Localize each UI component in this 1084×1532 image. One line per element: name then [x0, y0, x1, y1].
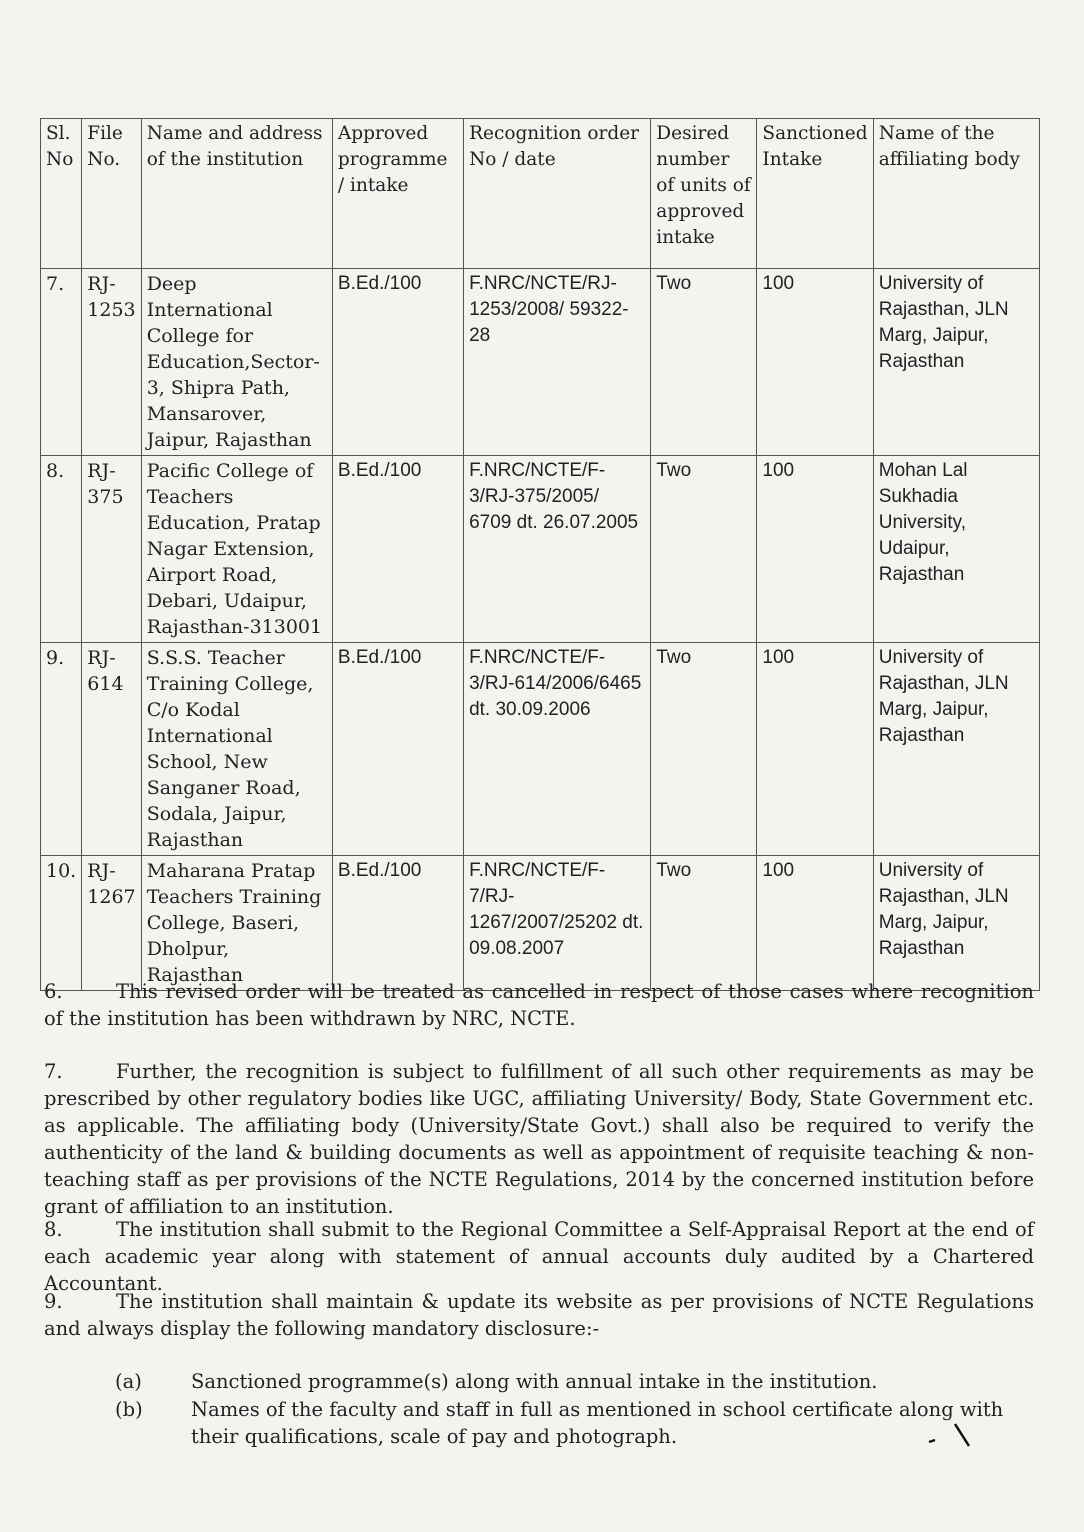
cell-units: Two	[651, 643, 757, 856]
cell-sanctioned: 100	[757, 856, 873, 991]
table-row	[41, 643, 1040, 856]
header-affiliating-body: Name of the affiliating body	[873, 119, 1039, 269]
cell-affiliating-body: University of Rajasthan, JLN Marg, Jaipur, Rajasthan	[873, 856, 1039, 991]
paragraph-text: The institution shall submit to the Regional Committee a Self-Appraisal Report at the end of each academic year along with statement of annual accounts duly audited by a Chartered Accountant.	[44, 1218, 1034, 1295]
table-row	[41, 856, 1040, 991]
header-institution: Name and address of the institution	[141, 119, 332, 269]
header-programme: Approved programme / intake	[332, 119, 463, 269]
item-text: Sanctioned programme(s) along with annual intake in the institution.	[191, 1370, 878, 1393]
cell-order: F.NRC/NCTE/F-7/RJ-1267/2007/25202 dt. 09.08.2007	[464, 856, 651, 991]
cell-institution: S.S.S. Teacher Training College, C/o Kodal International School, New Sanganer Road, Sodala, Jaipur, Rajasthan	[141, 643, 332, 856]
item-text: Names of the faculty and staff in full as mentioned in school certificate along with their qualifications, scale of pay and photograph.	[191, 1398, 1004, 1448]
paragraph-number: 6.	[44, 980, 63, 1003]
cell-sl: 8.	[41, 456, 82, 643]
cell-order: F.NRC/NCTE/F-3/RJ-614/2006/6465 dt. 30.09.2006	[464, 643, 651, 856]
table-row	[41, 456, 1040, 643]
disclosure-item-a	[115, 1368, 1035, 1395]
paragraph-number: 8.	[44, 1218, 63, 1241]
cell-affiliating-body: University of Rajasthan, JLN Marg, Jaipur, Rajasthan	[873, 643, 1039, 856]
cell-affiliating-body: Mohan Lal Sukhadia University, Udaipur, Rajasthan	[873, 456, 1039, 643]
cell-sl: 10.	[41, 856, 82, 991]
cell-units: Two	[651, 856, 757, 991]
recognition-table	[40, 118, 1040, 991]
cell-programme: B.Ed./100	[332, 456, 463, 643]
paragraph-text: The institution shall maintain & update its website as per provisions of NCTE Regulations and always display the following mandatory disclosure:-	[44, 1290, 1034, 1340]
cell-affiliating-body: University of Rajasthan, JLN Marg, Jaipur, Rajasthan	[873, 269, 1039, 456]
cell-file: RJ-614	[82, 643, 141, 856]
cell-sanctioned: 100	[757, 643, 873, 856]
cell-units: Two	[651, 456, 757, 643]
cell-sanctioned: 100	[757, 456, 873, 643]
paragraph-text: Further, the recognition is subject to fulfillment of all such other requirements as may be prescribed by other regulatory bodies like UGC, affiliating University/ Body, State Government etc. as applicable. The affiliating body (University/State Govt.) shall also be required to verify the authenticity of the land & building documents as well as appointment of requisite teaching & non-teaching staff as per provisions of the NCTE Regulations, 2014 by the concerned institution before grant of affiliation to an institution.	[44, 1060, 1034, 1218]
header-file-no: File No.	[82, 119, 141, 269]
cell-sanctioned: 100	[757, 269, 873, 456]
cell-programme: B.Ed./100	[332, 269, 463, 456]
cell-sl: 7.	[41, 269, 82, 456]
cell-programme: B.Ed./100	[332, 856, 463, 991]
cell-order: F.NRC/NCTE/F-3/RJ-375/2005/ 6709 dt. 26.07.2005	[464, 456, 651, 643]
cell-sl: 9.	[41, 643, 82, 856]
table-header-row	[41, 119, 1040, 269]
pen-mark-icon	[925, 1420, 975, 1450]
item-label: (a)	[115, 1370, 142, 1393]
paragraph-6	[44, 978, 1034, 1032]
paragraph-7	[44, 1058, 1034, 1220]
cell-file: RJ-1253	[82, 269, 141, 456]
table-row	[41, 269, 1040, 456]
cell-institution: Maharana Pratap Teachers Training College, Baseri, Dholpur, Rajasthan	[141, 856, 332, 991]
header-desired-units: Desired number of units of approved intake	[651, 119, 757, 269]
paragraph-9	[44, 1288, 1034, 1342]
cell-programme: B.Ed./100	[332, 643, 463, 856]
paragraph-number: 9.	[44, 1290, 63, 1313]
cell-units: Two	[651, 269, 757, 456]
header-recognition-order: Recognition order No / date	[464, 119, 651, 269]
item-label: (b)	[115, 1398, 143, 1421]
cell-order: F.NRC/NCTE/RJ-1253/2008/ 59322-28	[464, 269, 651, 456]
cell-institution: Deep International College for Education,Sector-3, Shipra Path, Mansarover, Jaipur, Rajasthan	[141, 269, 332, 456]
paragraph-number: 7.	[44, 1060, 63, 1083]
paragraph-8	[44, 1216, 1034, 1297]
cell-institution: Pacific College of Teachers Education, Pratap Nagar Extension, Airport Road, Debari, Udaipur, Rajasthan-313001	[141, 456, 332, 643]
cell-file: RJ-1267	[82, 856, 141, 991]
cell-file: RJ-375	[82, 456, 141, 643]
disclosure-item-b	[115, 1396, 1035, 1450]
header-sanctioned-intake: Sanctioned Intake	[757, 119, 873, 269]
paragraph-text: This revised order will be treated as cancelled in respect of those cases where recognition of the institution has been withdrawn by NRC, NCTE.	[44, 980, 1034, 1030]
header-sl-no: Sl. No	[41, 119, 82, 269]
